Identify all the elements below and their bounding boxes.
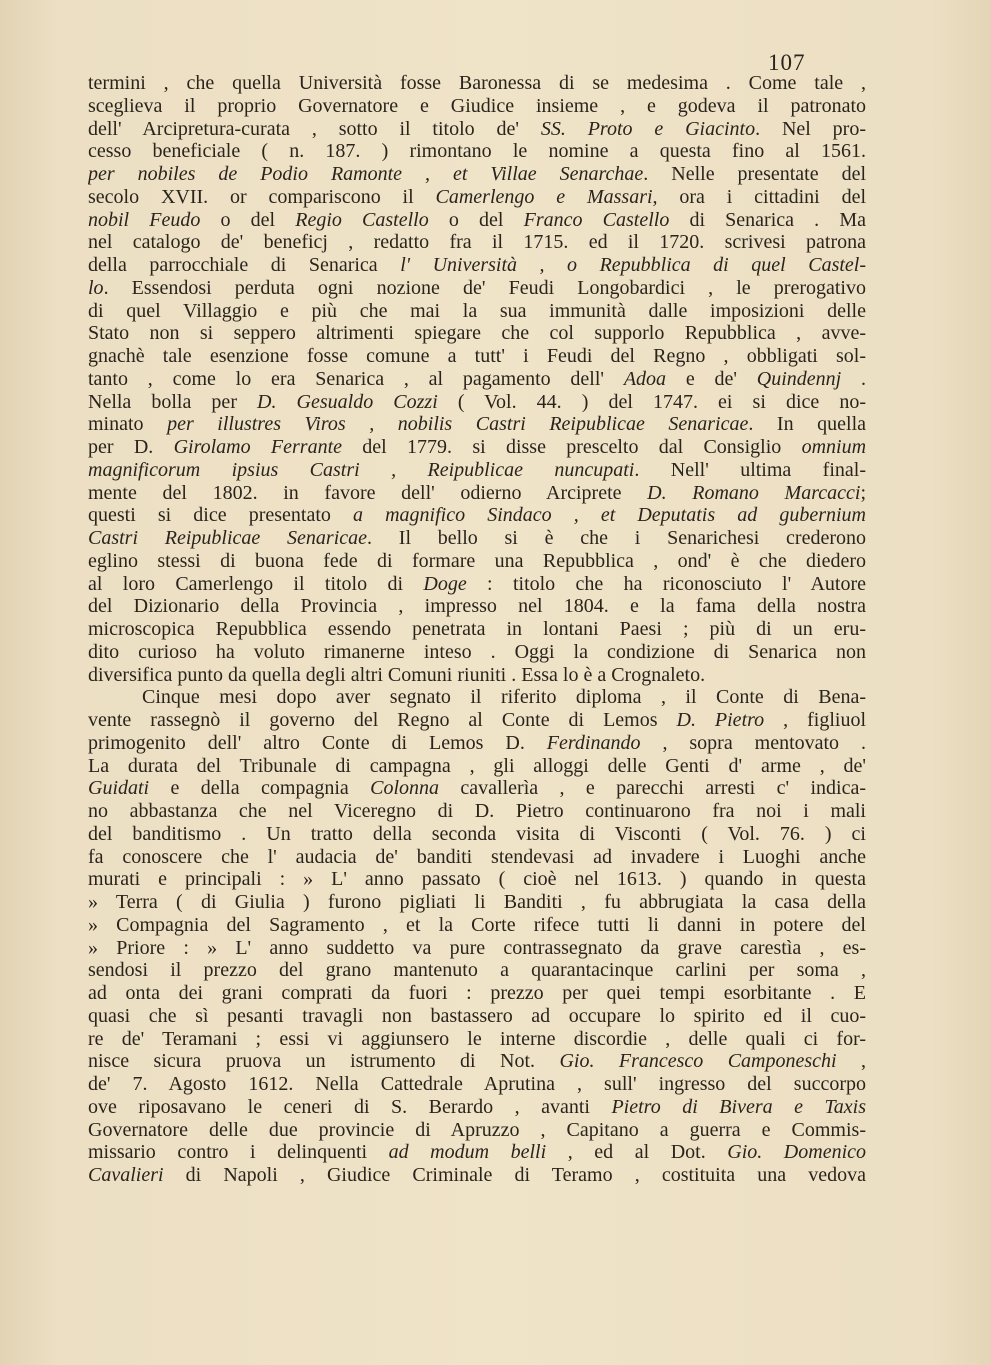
text-segment: minato <box>88 413 168 436</box>
text-line <box>88 1005 866 1028</box>
text-segment: Stato non si seppero altrimenti spiegare che col supporlo Repubblica , avve- <box>88 322 866 345</box>
text-segment: del 1779. si disse prescelto dal Consiglio <box>342 436 802 458</box>
text-line <box>88 1119 866 1142</box>
text-segment: di Napoli , Giudice Criminale di Teramo , costituita una vedova <box>163 1164 866 1186</box>
text-line <box>88 982 866 1005</box>
text-line <box>88 823 866 846</box>
text-line <box>88 595 866 618</box>
text-segment: , <box>836 1050 866 1073</box>
text-segment: Cinque mesi dopo aver segnato il riferito diploma , il Conte di Bena- <box>142 686 866 709</box>
text-line <box>88 345 866 368</box>
italic-text: per nobiles de Podio Ramonte , et Villae Senarchae <box>88 163 644 185</box>
italic-text: Ferdinando <box>546 731 641 754</box>
text-segment: gnachè tale esenzione fosse comune a tutt' i Feudi del Regno , obbligati sol- <box>88 345 866 367</box>
text-segment: . Essendosi perduta ogni nozione de' Feudi Longobardici , le prerogativo <box>103 276 866 299</box>
italic-text: SS. Proto e Giacinto <box>540 117 756 140</box>
text-line <box>88 186 866 209</box>
text-segment: per D. <box>88 436 174 458</box>
text-segment: diversifica punto da quella degli altri Comuni riuniti . Essa lo è a Crognaleto. <box>88 663 706 686</box>
text-segment: o del <box>200 208 296 231</box>
text-line <box>88 800 866 823</box>
italic-text: nobil Feudo <box>88 208 201 231</box>
text-segment: , figliuol <box>764 709 866 731</box>
text-line <box>88 95 866 118</box>
text-segment: cavallerìa , e parecchi arresti c' indica- <box>439 777 866 800</box>
italic-text: Gio. Domenico <box>727 1141 866 1164</box>
text-line <box>88 1028 866 1051</box>
text-segment: , ora i cittadini del <box>652 185 866 208</box>
italic-text: Quindennj <box>756 367 842 390</box>
text-line <box>88 1050 866 1073</box>
text-segment: fa conoscere che l' audacia de' banditi stendevasi ad invadere i Luoghi anche <box>88 845 866 868</box>
text-line <box>88 277 866 300</box>
text-segment: » Terra ( di Giulia ) furono pigliati li Banditi , fu abbrugiata la casa della <box>88 891 866 913</box>
text-line <box>88 527 866 550</box>
text-line <box>88 618 866 641</box>
text-line <box>88 846 866 869</box>
text-segment: missario contro i delinquenti <box>88 1141 389 1164</box>
italic-text: per illustres Viros , nobilis Castri Reipublicae Senaricae <box>167 413 749 436</box>
text-segment: » Compagnia del Sagramento , et la Corte rifece tutti li danni in potere del <box>88 913 866 936</box>
text-line <box>88 732 866 755</box>
text-line <box>88 1073 866 1096</box>
text-segment: di quel Villaggio e più che mai la sua immunità dalle imposizioni delle <box>88 299 866 322</box>
text-segment: dell' Arcipretura-curata , sotto il titolo de' <box>88 117 541 140</box>
text-line <box>88 686 866 709</box>
text-line <box>88 300 866 323</box>
text-line <box>88 140 866 163</box>
text-segment: sendosi il prezzo del grano mantenuto a quarantacinque carlini per soma , <box>88 959 866 982</box>
text-segment: Nella bolla per <box>88 390 258 413</box>
text-segment: di Senarica . Ma <box>669 208 866 231</box>
text-segment: ove riposavano le ceneri di S. Berardo , avanti <box>88 1095 612 1118</box>
text-segment: e della compagnia <box>149 777 371 800</box>
text-segment: nisce sicura pruova un istrumento di Not. <box>88 1050 560 1073</box>
text-segment: o del <box>428 208 524 231</box>
text-segment: del Dizionario della Provincia , impresso nel 1804. e la fama della nostra <box>88 595 866 618</box>
text-segment: ad onta dei grani comprati da fuori : prezzo per quei tempi esorbitante . E <box>88 982 866 1004</box>
italic-text: ad modum belli <box>388 1141 547 1164</box>
text-segment: ; <box>860 481 866 504</box>
text-segment: de' 7. Agosto 1612. Nella Cattedrale Aprutina , sull' ingresso del succorpo <box>88 1073 866 1095</box>
text-segment: vente rassegnò il governo del Regno al Conte di Lemos <box>88 709 677 731</box>
text-segment: . In quella <box>748 413 866 436</box>
text-segment: nel catalogo de' beneficj , redatto fra il 1715. ed il 1720. scrivesi patrona <box>88 231 866 254</box>
text-segment: dito curioso ha voluto rimanerne inteso . Oggi la condizione di Senarica non <box>88 640 866 663</box>
italic-text: D. Romano Marcacci <box>647 481 861 504</box>
text-segment: cesso beneficiale ( n. 187. ) rimontano le nomine a questa fino al 1561. <box>88 140 866 163</box>
italic-text: Camerlengo e Massari <box>435 185 653 208</box>
text-segment: microscopica Repubblica essendo penetrata in lontani Paesi ; più di un eru- <box>88 618 866 640</box>
text-segment: sceglieva il proprio Governatore e Giudice insieme , e godeva il patronato <box>88 94 866 117</box>
italic-text: Cavalieri <box>88 1164 164 1186</box>
italic-text: Franco Castello <box>523 208 670 231</box>
body-text <box>88 72 866 1187</box>
text-line <box>88 118 866 141</box>
text-line <box>88 504 866 527</box>
text-line <box>88 755 866 778</box>
text-line <box>88 72 866 95</box>
text-line <box>88 937 866 960</box>
text-line <box>88 482 866 505</box>
text-line <box>88 914 866 937</box>
text-line <box>88 1141 866 1164</box>
text-segment: La durata del Tribunale di campagna , gli alloggi delle Genti d' arme , de' <box>88 754 866 777</box>
text-line <box>88 709 866 732</box>
italic-text: Colonna <box>370 777 440 800</box>
text-line <box>88 163 866 186</box>
text-line <box>88 1096 866 1119</box>
text-line <box>88 868 866 891</box>
text-segment: no abbastanza che nel Viceregno di D. Pietro continuarono fra noi i mali <box>88 800 866 822</box>
text-segment: » Priore : » L' anno suddetto va pure contrassegnato da grave carestìa , es- <box>88 936 866 959</box>
text-segment: mente del 1802. in favore dell' odierno Arciprete <box>88 481 648 504</box>
text-line <box>88 413 866 436</box>
text-segment: al loro Camerlengo il titolo di <box>88 572 424 595</box>
italic-text: Regio Castello <box>295 208 429 231</box>
text-segment: re de' Teramani ; essi vi aggiunsero le interne discordie , delle quali ci for- <box>88 1027 866 1050</box>
text-segment: tanto , come lo era Senarica , al pagamento dell' <box>88 367 624 390</box>
italic-text: Castri Reipublicae Senaricae <box>88 527 368 549</box>
text-line <box>88 550 866 573</box>
text-line <box>88 459 866 482</box>
text-segment: termini , che quella Università fosse Baronessa di se medesima . Come tale , <box>88 72 866 94</box>
text-line <box>88 777 866 800</box>
text-segment: della parrocchiale di Senarica <box>88 254 401 276</box>
text-segment: quasi che sì pesanti travagli non bastassero ad occupare lo spirito ed il cuo- <box>88 1004 866 1027</box>
text-line <box>88 254 866 277</box>
text-segment: primogenito dell' altro Conte di Lemos D. <box>88 731 547 754</box>
text-line <box>88 641 866 664</box>
text-line <box>88 959 866 982</box>
text-line <box>88 664 866 687</box>
italic-text: Gio. Francesco Camponeschi <box>559 1050 837 1073</box>
text-line <box>88 573 866 596</box>
text-line <box>88 391 866 414</box>
text-segment: questi si dice presentato <box>88 504 354 527</box>
text-segment: secolo XVII. or compariscono il <box>88 185 436 208</box>
italic-text: D. Gesualdo Cozzi <box>257 390 438 413</box>
text-segment: , sopra mentovato . <box>640 731 866 754</box>
italic-text: l' Università , o Repubblica di quel Castel- <box>400 254 866 276</box>
italic-text: Adoa <box>623 367 667 390</box>
text-segment: del banditismo . Un tratto della seconda visita di Visconti ( Vol. 76. ) ci <box>88 822 866 845</box>
italic-text: Girolamo Ferrante <box>173 436 343 458</box>
text-segment: . <box>841 367 866 390</box>
italic-text: D. Pietro <box>676 709 765 731</box>
text-segment: . Il bello si è che i Senarichesi crederono <box>367 527 866 549</box>
italic-text: magnificorum ipsius Castri , Reipublicae nuncupati <box>88 458 635 481</box>
text-line <box>88 368 866 391</box>
text-segment: murati e principali : » L' anno passato ( cioè nel 1613. ) quando in questa <box>88 868 866 891</box>
italic-text: a magnifico Sindaco , et Deputatis ad gubernium <box>353 504 866 527</box>
italic-text: lo <box>88 276 104 299</box>
text-line <box>88 1164 866 1187</box>
text-line <box>88 231 866 254</box>
text-line <box>88 209 866 232</box>
text-segment: . Nell' ultima final- <box>634 458 866 481</box>
text-segment: eglino stessi di buona fede di formare una Repubblica , ond' è che diedero <box>88 549 866 572</box>
italic-text: Guidati <box>88 777 150 800</box>
text-segment: . Nel pro- <box>755 117 866 140</box>
italic-text: Doge <box>423 572 467 595</box>
italic-text: Pietro di Bivera e Taxis <box>611 1095 866 1118</box>
text-line <box>88 322 866 345</box>
text-segment: e de' <box>666 367 757 390</box>
text-line <box>88 891 866 914</box>
text-line <box>88 436 866 459</box>
page-number: 107 <box>768 50 806 75</box>
italic-text: omnium <box>801 436 866 458</box>
text-segment: : titolo che ha riconosciuto l' Autore <box>466 572 866 595</box>
text-segment: . Nelle presentate del <box>643 163 866 185</box>
text-segment: Governatore delle due provincie di Apruzzo , Capitano a guerra e Commis- <box>88 1118 866 1141</box>
text-segment: , ed al Dot. <box>546 1141 728 1164</box>
text-segment: ( Vol. 44. ) del 1747. ei si dice no- <box>437 390 866 413</box>
